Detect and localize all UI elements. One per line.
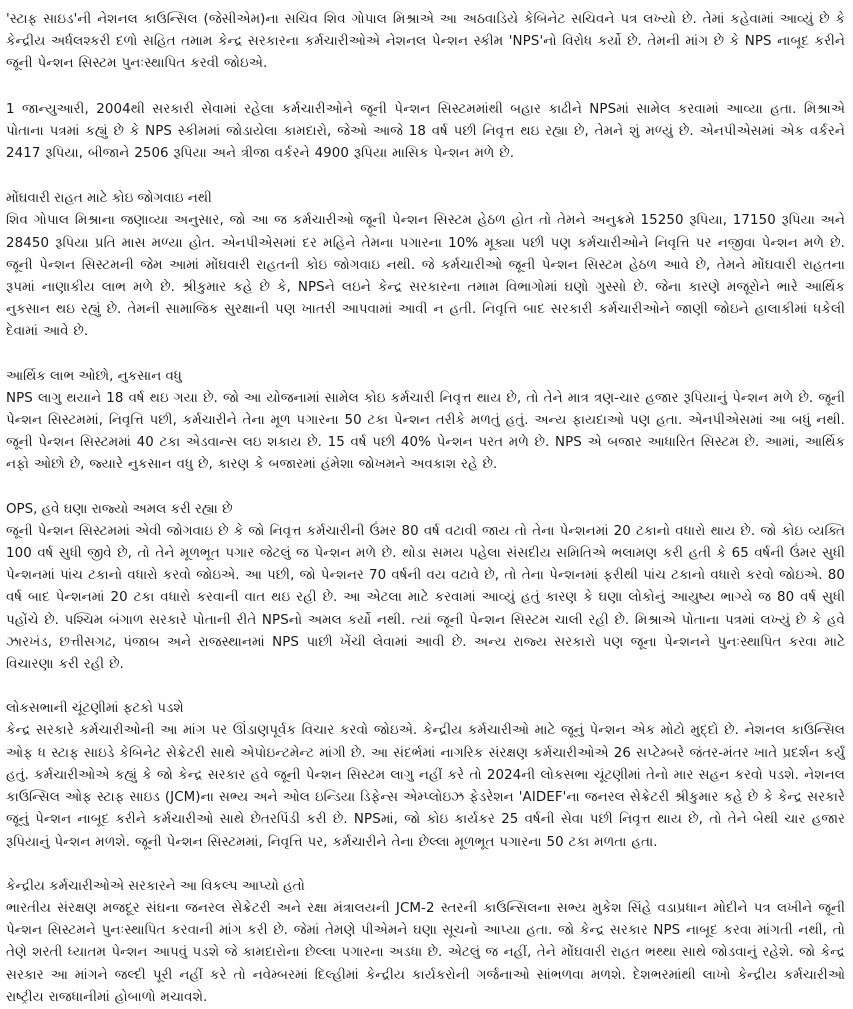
section-body: શિવ ગોપાલ મિશ્રાના જણાવ્યા અનુસાર, જો આ જ કર્મચારીઓ જૂની પેન્શન સિસ્ટમ હેઠળ હોત તો તેમને અનુક્રમે 15250 રૂપિયા, 17150 રૂપિયા અને 28450 રૂપિયા પ્રતિ માસ મળ્યા હોત. એનપીએસમાં દર મહિને તેમના પગારના 10% મૂક્યા પછી પણ કર્મચારીઓને નિવૃત્તિ પર નજીવા પેન્શન મળે છે. જૂની પેન્શન સિસ્ટમની જેમ આમાં મોંઘવારી રાહતની કોઇ જોગવાઇ નથી. જે કર્મચારીઓ જૂની પેન્શન સિસ્ટમ હેઠળ આવે છે, તેમને મોંઘવારી રાહતના રૂપમાં નાણાકીય લાભ મળે છે. શ્રીકુમાર કહે છે કે, NPSને લઇને કેન્દ્ર સરકારના તમામ વિભાગોમાં ઘણો ગુસ્સો છે. જેના કારણે મજૂરોને ભારે આર્થિક નુકસાન થઇ રહ્યું છે. તેમની સામાજિક સુરક્ષાની પણ ખાતરી આપવામાં આવી ન હતી. નિવૃત્તિ બાદ સરકારી કર્મચારીઓને જાણી જોઇને હાલાકીમાં ધકેલી દેવામાં આવે છે. — [6, 213, 845, 340]
section-loksabha-election — [6, 698, 845, 853]
section-body: જૂની પેન્શન સિસ્ટમમાં એવી જોગવાઇ છે કે જો નિવૃત્ત કર્મચારીની ઉંમર 80 વર્ષ વટાવી જાય તો તેના પેન્શનમાં 20 ટકાનો વધારો થાય છે. જો કોઇ વ્યક્તિ 100 વર્ષ સુધી જીવે છે, તો તેને મૂળભૂત પગાર જેટલું જ પેન્શન મળે છે. થોડા સમય પહેલા સંસદીય સમિતિએ ભલામણ કરી હતી કે 65 વર્ષની ઉંમર સુધી પેન્શનમાં પાંચ ટકાનો વધારો કરવો જોઇએ. આ પછી, જો પેન્શનર 70 વર્ષની વય વટાવે છે, તો તેના પેન્શનમાં ફરીથી પાંચ ટકાનો વધારો કરવો જોઇએ. 80 વર્ષ બાદ પેન્શનમાં 20 ટકા વધારો કરવાની વાત થઇ રહી છે. આ એટલા માટે કરવામાં આવ્યું હતું કારણ કે ઘણા લોકોનું આયુષ્ય ભાગ્યે જ 80 વર્ષ સુધી પહોંચે છે. પશ્ચિમ બંગાળ સરકારે પોતાની રીતે NPSનો અમલ કર્યો નથી. ત્યાં જૂની પેન્શન સિસ્ટમ ચાલી રહી છે. મિશ્રાએ પોતાના પત્રમાં લખ્યું છે કે હવે ઝારખંડ, છત્તીસગઢ, પંજાબ અને રાજસ્થાનમાં NPS પાછી ખેંચી લેવામાં આવી છે. અન્ય રાજ્ય સરકારો પણ જૂના પેન્શનને પુનઃસ્થાપિત કરવા માટે વિચારણા કરી રહી છે. — [6, 523, 845, 673]
section-heading: લોકસભાની ચૂંટણીમાં ફટકો પડશે — [6, 701, 184, 717]
section-ops-states — [6, 499, 845, 677]
section-body: ભારતીય સંરક્ષણ મજદૂર સંઘના જનરલ સેક્રેટરી અને રક્ષા મંત્રાલયની JCM-2 સ્તરની કાઉન્સિલના સભ્ય મુકેશ સિંહે વડાપ્રધાન મોદીને પત્ર લખીને જૂની પેન્શન સિસ્ટમને પુનઃસ્થાપિત કરવાની માંગ કરી છે. જેમાં તેમણે પીએમને ઘણા સૂચનો આપ્યા હતા. જો કેન્દ્ર સરકાર NPS નાબૂદ કરવા માંગતી નથી, તો તેણે શરતી ધ્યાતમ પેન્શન આપવું પડશે જે કામદારોના છેલ્લા પગારના અડધા છે. એટલું જ નહીં, તેને મોંઘવારી રાહત ભથ્થા સાથે જોડવાનું રહેશે. જો કેન્દ્ર સરકાર આ માંગને જલ્દી પૂરી નહીં કરે તો નવેમ્બરમાં દિલ્હીમાં કેન્દ્રીય કાર્યકરોની ગર્જનાઓ સાંભળવા મળશે. દેશભરમાંથી લાખો કેન્દ્રીય કર્મચારીઓ રાષ્ટ્રીય રાજધાનીમાં હોબાળો મચાવશે. — [6, 900, 845, 1005]
section-body: કેન્દ્ર સરકારે કર્મચારીઓની આ માંગ પર ઊંડાણપૂર્વક વિચાર કરવો જોઇએ. કેન્દ્રીય કર્મચારીઓ માટે જૂનું પેન્શન એક મોટો મુદ્દો છે. નેશનલ કાઉન્સિલ ઓફ ધ સ્ટાફ સાઇડે કેબિનેટ સેક્રેટરી સાથે એપોઇન્ટમેન્ટ માંગી છે. આ સંદર્ભમાં નાગરિક સંરક્ષણ કર્મચારીઓએ 26 સપ્ટેમ્બરે જંતર-મંતર ખાતે પ્રદર્શન કર્યું હતું. કર્મચારીઓએ કહ્યું કે જો કેન્દ્ર સરકાર હવે જૂની પેન્શન સિસ્ટમ લાગુ નહીં કરે તો 2024ની લોકસભા ચૂંટણીમાં તેનો માર સહન કરવો પડશે. નેશનલ કાઉન્સિલ ઓફ સ્ટાફ સાઇડ (JCM)ના સભ્ય અને ઓલ ઇન્ડિયા ડિફેન્સ એમ્પ્લોઇઝ ફેડરેશન 'AIDEF'ના જનરલ સેક્રેટરી શ્રીકુમાર કહે છે કે કેન્દ્ર સરકારે જૂનું પેન્શન નાબૂદ કરીને કર્મચારીઓ સાથે છેતરપિંડી કરી છે. NPSમાં, જો કોઇ કાર્યકર 25 વર્ષની સેવા પછી નિવૃત્ત થાય છે, તો તેને બેથી ચાર હજાર રૂપિયાનું પેન્શન મળશે. જૂની પેન્શન સિસ્ટમમાં, નિવૃત્તિ પર, કર્મચારીને તેના છેલ્લા મૂળભૂત પગારના 50 ટકા મળતા હતા. — [6, 723, 845, 850]
section-dearness-relief — [6, 188, 845, 343]
section-heading: OPS, હવે ઘણા રાજ્યો અમલ કરી રહ્યા છે — [6, 501, 233, 517]
intro-paragraph: 'સ્ટાફ સાઇડ'ની નેશનલ કાઉન્સિલ (જેસીએમ)ના સચિવ શિવ ગોપાલ મિશ્રાએ આ અઠવાડિયે કેબિનેટ સચિવને પત્ર લખ્યો છે. તેમાં કહેવામાં આવ્યું છે કે કેન્દ્રીય અર્ધલશ્કરી દળો સહિત તમામ કેન્દ્ર સરકારના કર્મચારીઓએ નેશનલ પેન્શન સ્કીમ 'NPS'નો વિરોધ કર્યો છે. તેમની માંગ છે કે NPS નાબૂદ કરીને જૂની પેન્શન સિસ્ટમ પુનઃસ્થાપિત કરવી જોઇએ. — [6, 12, 845, 72]
section-heading: મોંઘવારી રાહત માટે કોઇ જોગવાઇ નથી — [6, 191, 212, 207]
section-heading: કેન્દ્રીય કર્મચારીઓએ સરકારને આ વિકલ્પ આપ્યો હતો — [6, 878, 305, 894]
section-employee-options — [6, 876, 845, 1009]
nps-pension-paragraph: 1 જાન્યુઆરી, 2004થી સરકારી સેવામાં રહેલા કર્મચારીઓને જૂની પેન્શન સિસ્ટમમાંથી બહાર કાઢીને NPSમાં સામેલ કરવામાં આવ્યા હતા. મિશ્રાએ પોતાના પત્રમાં કહ્યું છે કે NPS સ્કીમમાં જોડાયેલા કામદારો, જેઓ આજે 18 વર્ષ પછી નિવૃત્ત થઇ રહ્યા છે, તેમને શું મળ્યું છે. એનપીએસમાં એક વર્કરને 2417 રૂપિયા, બીજાને 2506 રૂપિયા અને ત્રીજા વર્કરને 4900 રૂપિયા માસિક પેન્શન મળે છે. — [6, 101, 845, 162]
section-heading: આર્થિક લાભ ઓછો, નુકસાન વધુ — [6, 368, 182, 384]
section-economic-loss — [6, 366, 845, 477]
section-body: NPS લાગુ થયાને 18 વર્ષ થઇ ગયા છે. જો આ યોજનામાં સામેલ કોઇ કર્મચારી નિવૃત્ત થાય છે, તો તેને માત્ર ત્રણ-ચાર હજાર રૂપિયાનું પેન્શન મળે છે. જૂની પેન્શન સિસ્ટમમાં, નિવૃત્તિ પછી, કર્મચારીને તેના મૂળ પગારના 50 ટકા પેન્શન તરીકે મળતું હતું. અન્ય ફાયદાઓ પણ હતા. એનપીએસમાં આ બધું નથી. જૂની પેન્શન સિસ્ટમમાં 40 ટકા એડવાન્સ લઇ શકાય છે. 15 વર્ષ પછી 40% પેન્શન પરત મળે છે. NPS એ બજાર આધારિત સિસ્ટમ છે. આમાં, આર્થિક નફો ઓછો છે, જ્યારે નુકસાન વધુ છે, કારણ કે બજારમાં હંમેશા જોખમને અવકાશ રહે છે. — [6, 390, 845, 473]
